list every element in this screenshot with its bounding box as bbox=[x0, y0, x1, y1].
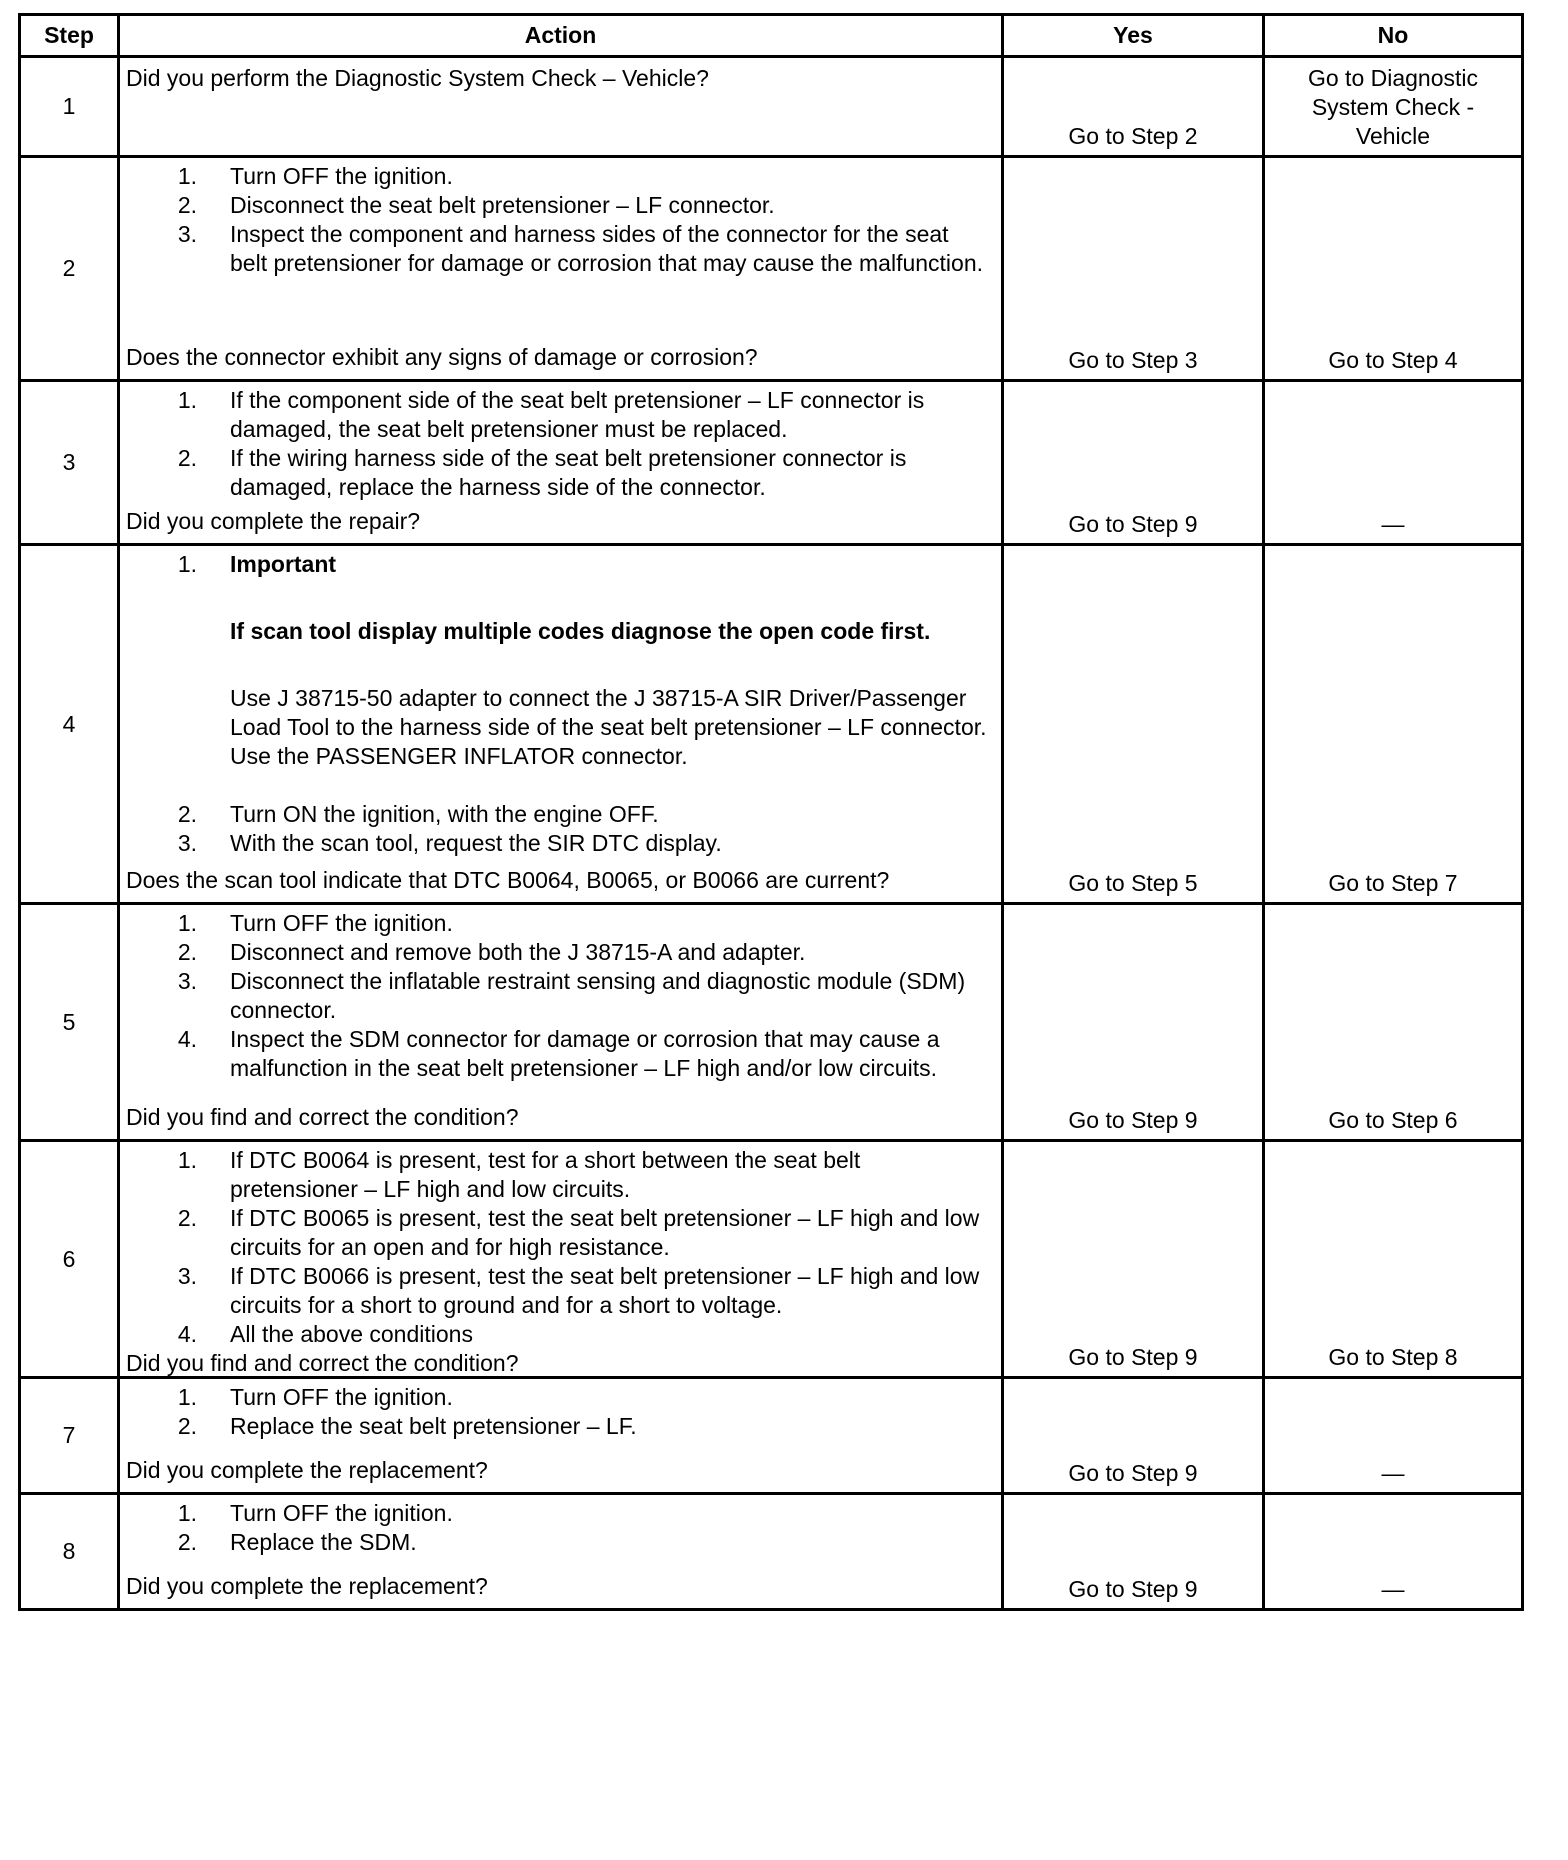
yes-cell: Go to Step 9 bbox=[1003, 1141, 1264, 1378]
yes-cell: Go to Step 9 bbox=[1003, 381, 1264, 545]
table-row bbox=[20, 157, 1523, 381]
no-cell bbox=[1264, 57, 1523, 157]
list-item: 2. Turn ON the ignition, with the engine OFF. bbox=[177, 801, 659, 827]
yes-cell: Go to Step 5 bbox=[1003, 545, 1264, 904]
no-line: System Check - bbox=[1311, 94, 1475, 120]
list-item: 3. Inspect the component and harness sides of the connector for the seat belt pretensioner for damage or corrosion that may cause the malfunction. bbox=[177, 221, 984, 276]
table-row bbox=[20, 904, 1523, 1141]
no-cell: — bbox=[1264, 1378, 1523, 1494]
yes-cell: Go to Step 9 bbox=[1003, 904, 1264, 1141]
no-cell: Go to Step 6 bbox=[1264, 904, 1523, 1141]
list-item: 2. If the wiring harness side of the seat belt pretensioner connector is damaged, replace the harness side of the connector. bbox=[177, 445, 907, 500]
question: Did you complete the replacement? bbox=[126, 1573, 488, 1599]
action-cell bbox=[119, 904, 1003, 1141]
table-row bbox=[20, 381, 1523, 545]
step-list bbox=[120, 1495, 1001, 1557]
action-cell bbox=[119, 157, 1003, 381]
question: Did you complete the replacement? bbox=[126, 1457, 488, 1483]
list-item: 3. With the scan tool, request the SIR DTC display. bbox=[177, 830, 722, 856]
step-list bbox=[120, 546, 1001, 858]
list-item: 4. Inspect the SDM connector for damage or corrosion that may cause a malfunction in the seat belt pretensioner – LF high and/or low circuits. bbox=[177, 1026, 940, 1081]
table-row bbox=[20, 57, 1523, 157]
list-item: 2. Replace the seat belt pretensioner – LF. bbox=[177, 1413, 637, 1439]
list-item: 3. If DTC B0066 is present, test the seat belt pretensioner – LF high and low circuits for a short to ground and for a short to voltage. bbox=[177, 1263, 980, 1318]
list-item: 1. Turn OFF the ignition. bbox=[177, 1500, 453, 1526]
question: Did you complete the repair? bbox=[126, 508, 421, 534]
action-cell bbox=[119, 57, 1003, 157]
header-step: Step bbox=[20, 15, 119, 57]
question: Did you perform the Diagnostic System Check – Vehicle? bbox=[126, 65, 709, 91]
no-line: Vehicle bbox=[1355, 123, 1431, 149]
list-item: 1. If the component side of the seat belt pretensioner – LF connector is damaged, the seat belt pretensioner must be replaced. bbox=[177, 387, 925, 442]
step-list bbox=[120, 905, 1001, 1083]
question: Did you find and correct the condition? bbox=[126, 1104, 519, 1130]
table-row bbox=[20, 1378, 1523, 1494]
action-cell bbox=[119, 1141, 1003, 1378]
action-cell bbox=[119, 545, 1003, 904]
step-number: 2 bbox=[20, 157, 119, 381]
action-cell bbox=[119, 1378, 1003, 1494]
step-number: 6 bbox=[20, 1141, 119, 1378]
list-item: 3. Disconnect the inflatable restraint sensing and diagnostic module (SDM) connector. bbox=[177, 968, 966, 1023]
no-line: Go to Diagnostic bbox=[1307, 65, 1479, 91]
table-row bbox=[20, 1141, 1523, 1378]
step-number: 5 bbox=[20, 904, 119, 1141]
step-number: 7 bbox=[20, 1378, 119, 1494]
list-item: 1. Important If scan tool display multiple codes diagnose the open code first. Use J 38715-50 adapter to connect the J 38715-A SIR Driver/Passenger Load Tool to the harness side of the seat belt pretensioner – LF connector. Use the PASSENGER INFLATOR connector. bbox=[120, 550, 1001, 771]
yes-cell: Go to Step 9 bbox=[1003, 1494, 1264, 1610]
table-row bbox=[20, 545, 1523, 904]
important-note: If scan tool display multiple codes diagnose the open code first. bbox=[230, 618, 931, 644]
header-action: Action bbox=[119, 15, 1003, 57]
step-number: 8 bbox=[20, 1494, 119, 1610]
header-row bbox=[20, 15, 1523, 57]
no-cell: — bbox=[1264, 1494, 1523, 1610]
question: Does the scan tool indicate that DTC B0064, B0065, or B0066 are current? bbox=[126, 867, 890, 893]
list-item: 4. All the above conditions bbox=[177, 1321, 473, 1347]
important-label: Important bbox=[230, 551, 337, 577]
question: Does the connector exhibit any signs of damage or corrosion? bbox=[126, 344, 758, 370]
important-body: Use J 38715-50 adapter to connect the J 38715-A SIR Driver/Passenger Load Tool to the harness side of the seat belt pretensioner – LF connector. Use the PASSENGER INFLATOR connector. bbox=[230, 685, 987, 769]
yes-cell: Go to Step 9 bbox=[1003, 1378, 1264, 1494]
list-item: 1. Turn OFF the ignition. bbox=[177, 1384, 453, 1410]
no-cell: — bbox=[1264, 381, 1523, 545]
table-row bbox=[20, 1494, 1523, 1610]
no-cell: Go to Step 8 bbox=[1264, 1141, 1523, 1378]
question: Did you find and correct the condition? bbox=[126, 1350, 519, 1376]
list-item: 1. If DTC B0064 is present, test for a short between the seat belt pretensioner – LF high and low circuits. bbox=[177, 1147, 861, 1202]
header-no: No bbox=[1264, 15, 1523, 57]
step-list bbox=[120, 1379, 1001, 1441]
action-cell bbox=[119, 381, 1003, 545]
yes-cell: Go to Step 2 bbox=[1003, 57, 1264, 157]
no-cell: Go to Step 7 bbox=[1264, 545, 1523, 904]
header-yes: Yes bbox=[1003, 15, 1264, 57]
yes-cell: Go to Step 3 bbox=[1003, 157, 1264, 381]
step-number: 3 bbox=[20, 381, 119, 545]
step-list bbox=[120, 158, 1001, 278]
step-list bbox=[120, 1142, 1001, 1349]
list-item: 1. Turn OFF the ignition. bbox=[177, 163, 453, 189]
no-cell: Go to Step 4 bbox=[1264, 157, 1523, 381]
step-number: 1 bbox=[20, 57, 119, 157]
list-item: 2. Disconnect the seat belt pretensioner – LF connector. bbox=[177, 192, 775, 218]
list-item: 2. Replace the SDM. bbox=[177, 1529, 417, 1555]
list-item: 1. Turn OFF the ignition. bbox=[177, 910, 453, 936]
list-item: 2. If DTC B0065 is present, test the seat belt pretensioner – LF high and low circuits for an open and for high resistance. bbox=[177, 1205, 980, 1260]
list-item: 2. Disconnect and remove both the J 38715-A and adapter. bbox=[177, 939, 806, 965]
step-number: 4 bbox=[20, 545, 119, 904]
action-cell bbox=[119, 1494, 1003, 1610]
step-list bbox=[120, 382, 1001, 502]
diagnostic-table bbox=[18, 13, 1524, 1611]
